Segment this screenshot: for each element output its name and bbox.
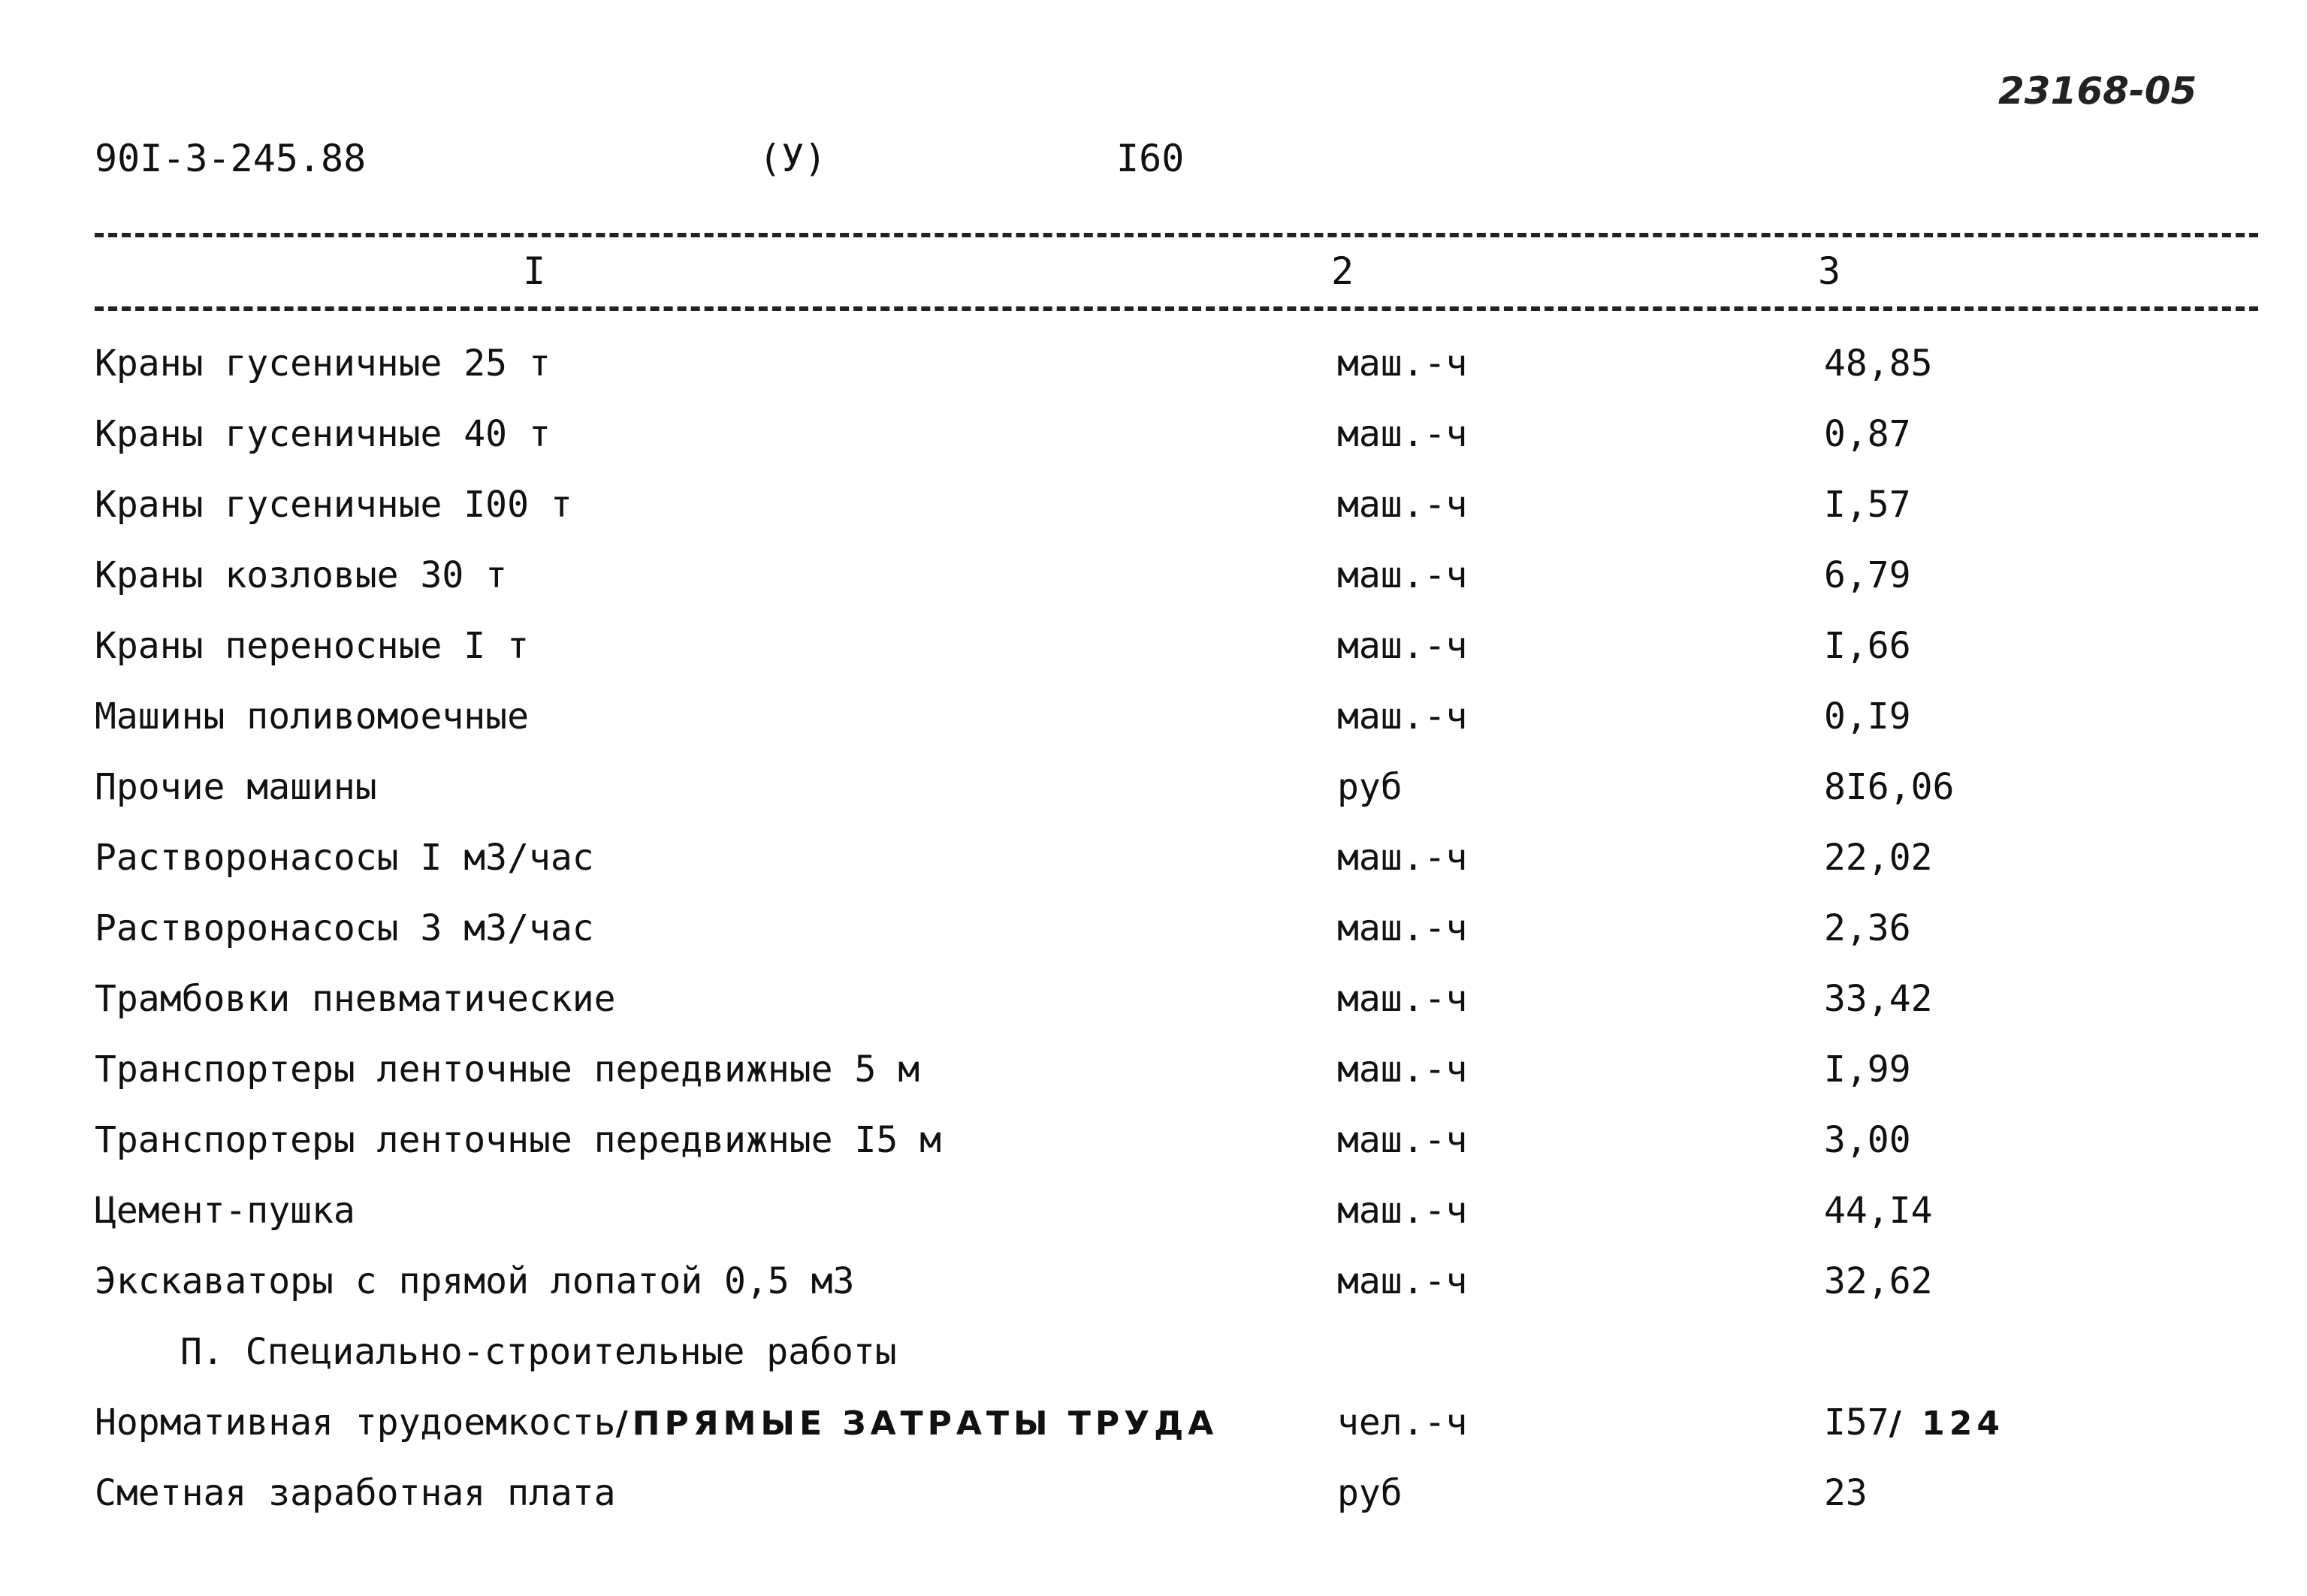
table-row: [0, 677, 2307, 748]
row-name: Растворонасосы 3 м3/час: [95, 907, 594, 949]
row-name: Краны гусеничные 25 т: [95, 342, 551, 385]
row-unit: маш.-ч: [1337, 413, 1468, 455]
table-row: [0, 748, 2307, 819]
row-name: Машины поливомоечные: [95, 695, 529, 738]
table-row: [0, 1172, 2307, 1242]
document-code: 90I-3-245.88: [95, 137, 367, 180]
row-value: 0,I9: [1824, 695, 1911, 738]
row-name: Трамбовки пневматические: [95, 978, 616, 1020]
row-value: 3,00: [1824, 1119, 1911, 1161]
column-header-2: 2: [1331, 249, 1354, 293]
row-unit: маш.-ч: [1337, 1119, 1468, 1161]
row-name: Прочие машины: [95, 766, 377, 808]
dashed-rule-top: [95, 233, 2258, 237]
row-unit: маш.-ч: [1337, 1260, 1468, 1302]
row-name: Экскаваторы с прямой лопатой 0,5 м3: [95, 1260, 855, 1302]
table-row: [0, 1030, 2307, 1101]
table-row: [0, 819, 2307, 889]
row-value: 48,85: [1824, 342, 1933, 385]
row-value: I,57: [1824, 484, 1911, 526]
row-name: Растворонасосы I м3/час: [95, 837, 594, 879]
row-unit: маш.-ч: [1337, 554, 1468, 596]
handwritten-ref-number: 23168-05: [1998, 69, 2197, 113]
table-row: [0, 324, 2307, 395]
row-unit: маш.-ч: [1337, 978, 1468, 1020]
row-unit: маш.-ч: [1337, 695, 1468, 738]
page-number: I60: [1116, 137, 1185, 180]
wage-name: Сметная заработная плата: [95, 1472, 616, 1514]
labor-row: [0, 1383, 2307, 1454]
row-unit: руб: [1337, 766, 1403, 808]
row-unit: маш.-ч: [1337, 907, 1468, 949]
row-value: 22,02: [1824, 837, 1933, 879]
table-row: [0, 607, 2307, 677]
row-name: Краны гусеничные I00 т: [95, 484, 572, 526]
labor-unit: чел.-ч: [1337, 1401, 1468, 1444]
row-unit: маш.-ч: [1337, 484, 1468, 526]
table-row: [0, 1242, 2307, 1313]
row-value: 44,I4: [1824, 1190, 1933, 1232]
row-value: 2,36: [1824, 907, 1911, 949]
row-name: Краны переносные I т: [95, 625, 529, 667]
labor-name: [95, 1401, 1218, 1444]
row-unit: маш.-ч: [1337, 1190, 1468, 1232]
row-unit: маш.-ч: [1337, 342, 1468, 385]
table-row: [0, 395, 2307, 466]
labor-value-handwritten: / 124: [1889, 1404, 2004, 1443]
labor-value-typed: I57: [1824, 1401, 1889, 1444]
dashed-rule-header-bottom: [95, 306, 2258, 311]
row-name: Транспортеры ленточные передвижные I5 м: [95, 1119, 942, 1161]
row-name: Транспортеры ленточные передвижные 5 м: [95, 1048, 920, 1091]
row-unit: маш.-ч: [1337, 1048, 1468, 1091]
table-row: [0, 536, 2307, 607]
row-value: I,99: [1824, 1048, 1911, 1091]
table-row: [0, 466, 2307, 536]
row-unit: маш.-ч: [1337, 837, 1468, 879]
column-header-3: 3: [1818, 249, 1841, 293]
labor-name-typed: Нормативная трудоемкость: [95, 1401, 616, 1444]
row-name: Цемент-пушка: [95, 1190, 355, 1232]
table-row: [0, 960, 2307, 1030]
column-header-1: I: [523, 249, 546, 293]
row-value: 0,87: [1824, 413, 1911, 455]
section-heading-row: [0, 1313, 2307, 1383]
table-row: [0, 1101, 2307, 1172]
section-title: П. Специально-строительные работы: [180, 1331, 897, 1373]
document-mark: (У): [759, 137, 827, 180]
wage-row: [0, 1454, 2307, 1525]
wage-unit: руб: [1337, 1472, 1403, 1514]
labor-value: [1824, 1401, 2004, 1444]
row-value: 33,42: [1824, 978, 1933, 1020]
row-name: Краны гусеничные 40 т: [95, 413, 551, 455]
labor-name-handwritten: /ПРЯМЫЕ ЗАТРАТЫ ТРУДА: [615, 1404, 1218, 1443]
row-value: 32,62: [1824, 1260, 1933, 1302]
row-value: 6,79: [1824, 554, 1911, 596]
row-value: I,66: [1824, 625, 1911, 667]
wage-value: 23: [1824, 1472, 1868, 1514]
row-name: Краны козловые 30 т: [95, 554, 508, 596]
row-value: 8I6,06: [1824, 766, 1955, 808]
row-unit: маш.-ч: [1337, 625, 1468, 667]
table-row: [0, 889, 2307, 960]
